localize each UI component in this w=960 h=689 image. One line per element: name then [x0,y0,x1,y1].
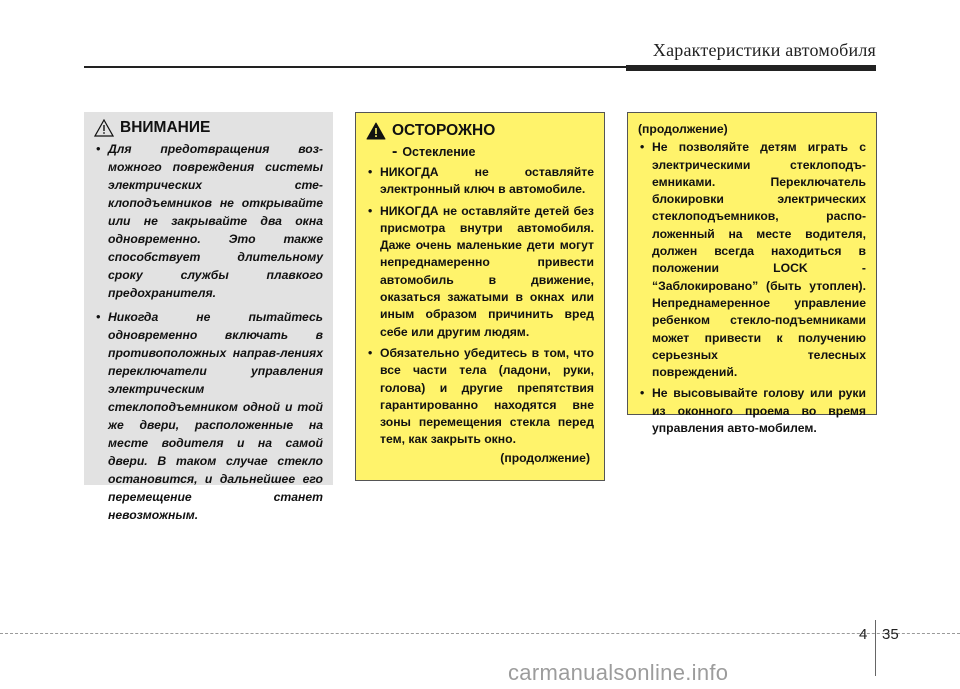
continuation-label: (продолжение) [638,122,728,136]
warning-triangle-icon [94,119,114,137]
caution-header [366,121,594,141]
continuation-box [627,112,877,436]
caution-box [355,112,605,481]
header-rule-accent [626,65,876,71]
list-item: • Не позволяйте детям играть с электрическими стеклоподъ-емниками. Переключатель блокировки электрических стеклоподъемников, распо-ложенный на месте водителя, должен всегда находиться в положении LOCK - “Заблокировано” (быть утоплен). Непреднамеренное управление ребенком стекло-подъемниками может привести к получению серьезных телесных повреждений. [638,139,866,381]
list-item: • НИКОГДА не оставляйте электронный ключ в автомобиле. [366,164,594,199]
continuation-list [638,139,866,437]
list-item: • Обязательно убедитесь в том, что все части тела (ладони, руки, голова) и другие препятствия гарантированно находятся вне зоны перемещения стекла перед тем, как закрыть окно. [366,345,594,449]
footer-dashed-line [0,633,960,634]
subtitle-text: Остекление [402,145,476,159]
warning-box [84,112,333,522]
page-number-separator [875,620,876,676]
list-item: • НИКОГДА не оставляйте детей без присмотра внутри автомобиля. Даже очень маленькие дети могут непреднамеренно привести автомобиль в движение, оказаться зажатыми в окнах или иным образом причинить вред себе или другим людям. [366,203,594,341]
page-number: 35 [882,626,899,643]
warning-title: ВНИМАНИЕ [120,119,211,136]
chapter-number: 4 [859,626,868,643]
caution-triangle-icon [366,122,386,140]
list-item: • Для предотвращения воз-можного повреждения системы электрических сте-клоподъемников не открывайте или не закрывайте два окна одновременно. Это также способствует длительному сроку службы плавкого предохранителя. [94,140,323,302]
continued-note: (продолжение) [500,450,590,465]
caution-list [366,164,594,449]
warning-list [94,140,323,524]
section-title: Характеристики автомобиля [652,40,876,60]
list-item: • Никогда не пытайтесь одновременно включать в противоположных направ-лениях переключатели управления электрическим стеклоподъемником одной и той же двери, расположенные на месте водителя и на самой двери. В таком случае стекло остановится, и дальнейшее его перемещение станет невозможным. [94,308,323,524]
watermark: carmanualsonline.info [508,660,729,685]
warning-header [94,118,323,138]
list-item: • Не высовывайте голову или руки из оконного проема во время управления авто-мобилем. [638,385,866,437]
caution-title: ОСТОРОЖНО [392,122,496,139]
subtitle-dash: - [392,143,398,160]
caution-subtitle [366,143,594,161]
